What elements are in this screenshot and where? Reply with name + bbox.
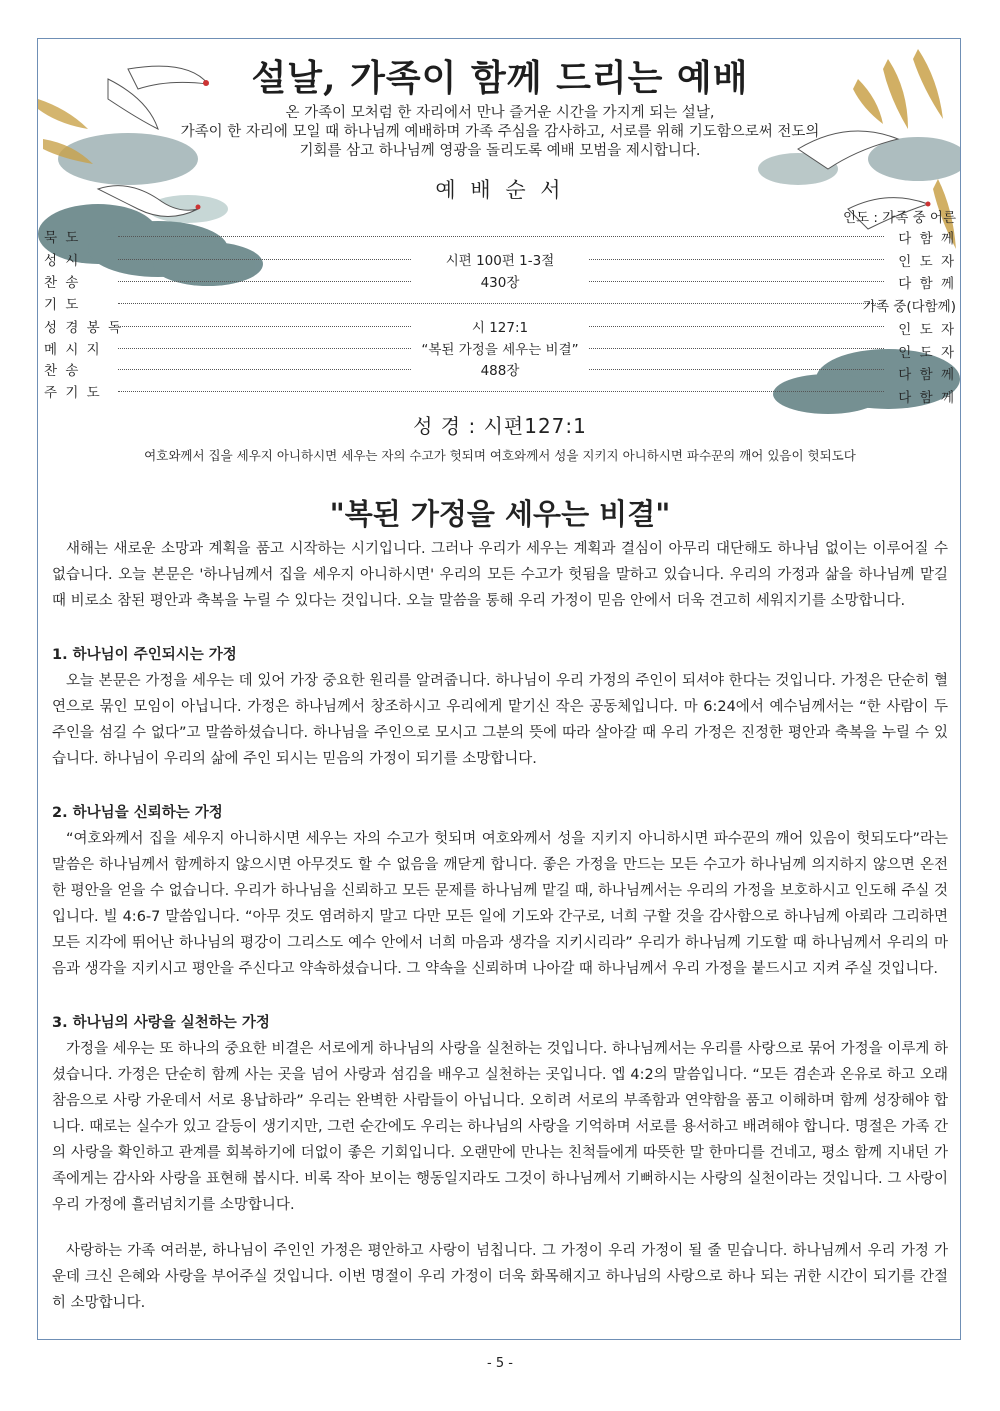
section-text: “여호와께서 집을 세우지 아니하시면 세우는 자의 수고가 헛되며 여호와께서 성을 지키지 아니하시면 파수꾼의 깨어 있음이 헛되도다”라는 말씀은 하나님께서 함께하지 않으시면 아무것도 할 수 없음을 깨닫게 합니다. 좋은 가정을 만드는 모든 수고가 하나님께 의지하지 않으면 온전한 평안을 얻을 수 없습니다. 우리가 하나님을 신뢰하고 모든 문제를 하나님께 맡길 때, 하나님께서는 우리의 가정을 보호하시고 인도해 주실 것입니다. 빌 4:6-7 말씀입니다. “아무 것도 염려하지 말고 다만 모든 일에 기도와 간구로, 너희 구할 것을 감사함으로 하나님께 아뢰라 그리하면 모든 지각에 뛰어난 하나님의 평강이 그리스도 예수 안에서 너희 마음과 생각을 지키시리라” 우리가 하나님께 기도할 때 하나님께서 우리의 마음과 생각을 지키시고 평안을 주신다고 약속하셨습니다. 그 약속을 신뢰하며 나아갈 때 하나님께서 우리 가정을 붙드시고 지켜 주실 것입니다. [52,831,948,977]
order-row [44,271,956,293]
order-label: 메 시 지 [44,342,102,358]
sermon-body [52,536,948,1316]
section-text: 가정을 세우는 또 하나의 중요한 비결은 서로에게 하나님의 사랑을 실천하는 것입니다. 하나님께서는 우리를 사랑으로 묶어 가정을 이루게 하셨습니다. 가정은 단순히 함께 사는 곳을 넘어 사랑과 섬김을 배우고 실천하는 곳입니다. 엡 4:2의 말씀입니다. “모든 겸손과 온유로 하고 오래 참음으로 사랑 가운데서 서로 용납하라” 우리는 완벽한 사람들이 아닙니다. 오히려 서로의 부족함과 연약함을 품고 이해하며 함께 성장해야 합니다. 때로는 실수가 있고 갈등이 생기지만, 그런 순간에도 우리는 하나님의 사랑을 기억하며 서로를 용서하고 배려해야 합니다. 명절은 가족 간의 사랑을 확인하고 관계를 회복하기에 더없이 좋은 기회입니다. 오랜만에 만나는 친척들에게 따뜻한 말 한마디를 건네고, 평소 함께 지내던 가족에게는 감사와 사랑을 표현해 봅시다. 비록 작아 보이는 행동일지라도 그것이 하나님께서 기뻐하시는 사랑의 실천이라는 것입니다. 그 사랑이 우리 가정에 흘러넘치기를 소망합니다. [52,1041,948,1213]
leader-dots [589,281,884,282]
order-content: 시 127:1 [471,320,529,336]
order-content: 488장 [480,363,520,379]
intro-line: 기회를 삼고 하나님께 영광을 돌리도록 예배 모범을 제시합니다. [299,143,701,159]
order-leader: 다 함 께 [898,367,956,384]
order-leader: 다 함 께 [898,276,956,293]
leader-dots [118,391,884,392]
order-leader: 다 함 께 [898,389,956,406]
intro-text [150,104,850,161]
order-content: 시편 100편 1-3절 [445,253,555,269]
section-heading: 1. 하나님이 주인되시는 가정 [52,647,237,663]
leader-column [863,228,956,410]
order-leader: 인 도 자 [898,344,956,361]
leader-top: 인도 : 가족 중 어른 [842,210,956,226]
scripture-heading: 성 경 : 시편127:1 [413,414,587,438]
section-heading: 2. 하나님을 신뢰하는 가정 [52,805,223,821]
order-label: 주 기 도 [44,385,102,401]
order-row [44,316,956,338]
section-heading: 3. 하나님의 사랑을 실천하는 가정 [52,1015,270,1031]
order-row [44,226,956,248]
order-row [44,338,956,360]
leader-dots [118,303,884,304]
intro-line: 가족이 한 자리에 모일 때 하나님께 예배하며 가족 주심을 감사하고, 서로를 위해 기도함으로써 전도의 [180,124,820,140]
order-title: 예 배 순 서 [435,178,565,202]
section-text: 오늘 본문은 가정을 세우는 데 있어 가장 중요한 원리를 알려줍니다. 하나님이 우리 가정의 주인이 되셔야 한다는 것입니다. 가정은 단순히 혈연으로 묶인 모임이 아닙니다. 가정은 하나님께서 창조하시고 우리에게 맡기신 작은 공동체입니다. 마 6:24에서 예수님께서는 “한 사람이 두 주인을 섬길 수 없다”고 말씀하셨습니다. 하나님을 주인으로 모시고 그분의 뜻에 따라 살아갈 때 우리 가정은 진정한 평안과 축복을 누릴 수 있습니다. 하나님이 우리의 삶에 주인 되시는 믿음의 가정이 되기를 소망합니다. [52,673,948,767]
order-label: 기 도 [44,297,81,313]
order-label: 찬 송 [44,363,81,379]
order-label: 찬 송 [44,275,81,291]
order-content: 430장 [480,275,520,291]
order-row [44,249,956,271]
leader-dots [589,259,884,260]
page-number: - 5 - [487,1356,513,1371]
order-leader: 인 도 자 [898,321,956,338]
sermon-intro: 새해는 새로운 소망과 계획을 품고 시작하는 시기입니다. 그러나 우리가 세우는 계획과 결심이 아무리 대단해도 하나님 없이는 이루어질 수 없습니다. 오늘 본문은 '하나님께서 집을 세우지 아니하시면' 우리의 모든 수고가 헛됨을 말하고 있습니다. 우리의 가정과 삶을 하나님께 맡길 때 비로소 참된 평안과 축복을 누릴 수 있다는 것입니다. 오늘 말씀을 통해 우리 가정이 믿음 안에서 더욱 견고히 세워지기를 소망합니다. [52,541,948,609]
order-label: 성 시 [44,253,81,269]
leader-dots [589,326,884,327]
page-title: 설날, 가족이 함께 드리는 예배 [251,57,749,99]
order-content: “복된 가정을 세우는 비결” [421,342,579,358]
leader-dots [589,369,884,370]
leader-dots [589,348,884,349]
sermon-conclusion: 사랑하는 가족 여러분, 하나님이 주인인 가정은 평안하고 사랑이 넘칩니다. 그 가정이 우리 가정이 될 줄 믿습니다. 하나님께서 우리 가정 가운데 크신 은혜와 사랑을 부어주실 것입니다. 이번 명절이 우리 가정이 더욱 화목해지고 하나님의 사랑으로 하나 되는 귀한 시간이 되기를 간절히 소망합니다. [52,1243,948,1311]
order-leader: 인 도 자 [898,253,956,270]
scripture-text: 여호와께서 집을 세우지 아니하시면 세우는 자의 수고가 헛되며 여호와께서 성을 지키지 아니하시면 파수꾼의 깨어 있음이 헛되도다 [144,448,856,463]
order-leader: 다 함 께 [898,231,956,247]
order-row [44,359,956,381]
leader-dots [118,236,884,237]
order-row [44,381,956,403]
sermon-title: "복된 가정을 세우는 비결" [329,497,671,531]
order-row [44,293,956,315]
order-leader: 가족 중(다함께) [862,299,956,316]
intro-line: 온 가족이 모처럼 한 자리에서 만나 즐거운 시간을 가지게 되는 설날, [285,105,715,121]
order-label: 묵 도 [44,230,81,246]
order-label: 성 경 봉 독 [44,320,124,336]
